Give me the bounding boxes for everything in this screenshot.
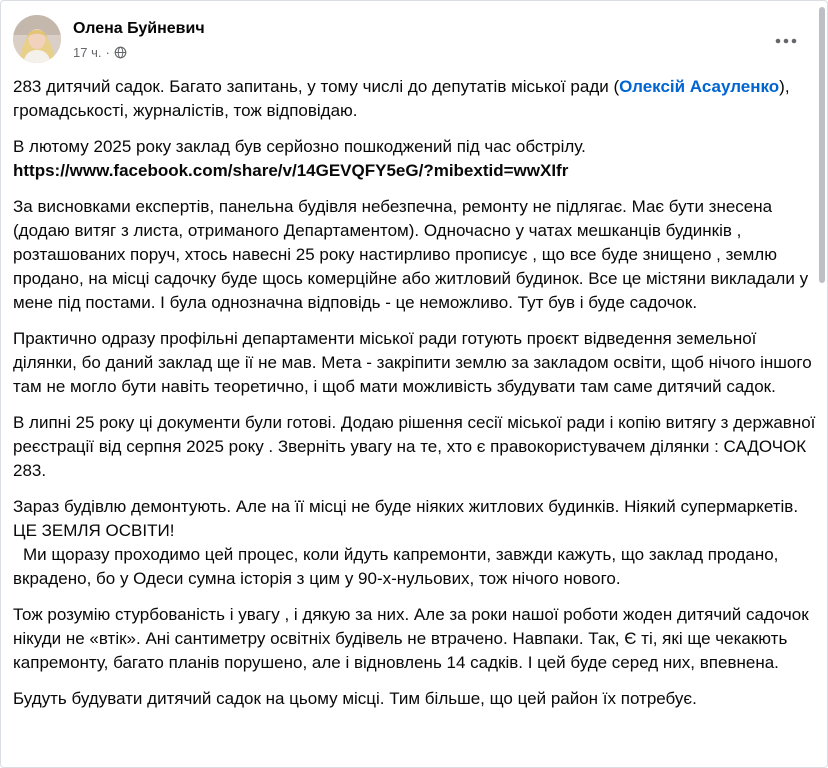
paragraph-6-continuation: Ми щоразу проходимо цей процес, коли йдуть капремонти, завжди кажуть, що заклад продано, вкрадено, бо у Одеси сумна історія з цим у 90-х-нульових, тож нічого нового. [13, 545, 779, 588]
more-options-button[interactable] [771, 29, 801, 53]
paragraph-7: Тож розумію стурбованість і увагу , і дякую за них. Але за роки нашої роботи жоден дитячий садочок нікуди не «втік». Ані сантиметру освітніх будівель не втрачено. Навпаки. Так, Є ті, які ще чекакють капремонту, багато планів порушено, але і відновлень 14 садків. І цей буде серед них, впевнена. [13, 605, 809, 672]
paragraph-2 [13, 135, 819, 183]
scrollbar-thumb[interactable] [819, 7, 825, 283]
author-avatar[interactable] [13, 15, 61, 63]
share-link[interactable]: https://www.facebook.com/share/v/14GEVQFY5eG/?mibextid=wwXIfr [13, 161, 569, 180]
paragraph-6-text: Зараз будівлю демонтують. Але на її місці не буде ніяких житлових будинків. Ніякий супермаркетів. ЦЕ ЗЕМЛЯ ОСВІТИ! [13, 497, 799, 540]
paragraph-4: Практично одразу профільні департаменти міської ради готують проєкт відведення земельної ділянки, бо даний заклад ще ії не мав. Мета - закріпити землю за закладом освіти, щоб нічого іншого там не могло бути навіть теоретично, і щоб мати можливість збудувати там саме дитячий садок. [13, 329, 812, 396]
paragraph-1 [13, 75, 819, 123]
mention-link[interactable]: Олексій Асауленко [619, 77, 780, 96]
post-timestamp[interactable]: 17 ч. [73, 45, 102, 60]
paragraph-2-text: В лютому 2025 року заклад був серйозно пошкоджений під час обстрілу. [13, 137, 586, 156]
post-meta [73, 45, 127, 60]
globe-icon[interactable] [114, 46, 127, 59]
paragraph-1-text: 283 дитячий садок. Багато запитань, у тому числі до депутатів міської ради ( [13, 77, 620, 96]
post-body [13, 75, 819, 723]
paragraph-1-tail: ), громадськості, журналістів, тож відповідаю. [13, 77, 790, 120]
paragraph-5: В липні 25 року ці документи були готові. Додаю рішення сесії міської ради і копію витягу з державної реєстрації від серпня 2025 року . Зверніть увагу на те, хто є правокористувачем ділянки : САДОЧОК 283. [13, 413, 816, 480]
post-header [13, 15, 815, 71]
more-dots-icon [775, 38, 797, 44]
paragraph-3: За висновками експертів, панельна будівля небезпечна, ремонту не підлягає. Має бути знесена (додаю витяг з листа, отриманого Департаментом). Одночасно у чатах мешканців будинків , розташованих поруч, хтось навесні 25 року настирливо прописує , що все буде знищено , землю продано, на місці садочку буде щось комерційне або житловий будинок. Все це містяни викладали у мене під постами. І була однозначна відповідь - це неможливо. Тут був і буде садочок. [13, 197, 809, 312]
paragraph-8: Будуть будувати дитячий садок на цьому місці. Тим більше, що цей район їх потребує. [13, 689, 697, 708]
author-name[interactable]: Олена Буйневич [73, 20, 205, 37]
avatar-photo [13, 15, 61, 63]
meta-separator: · [105, 45, 110, 60]
paragraph-6 [13, 495, 819, 591]
